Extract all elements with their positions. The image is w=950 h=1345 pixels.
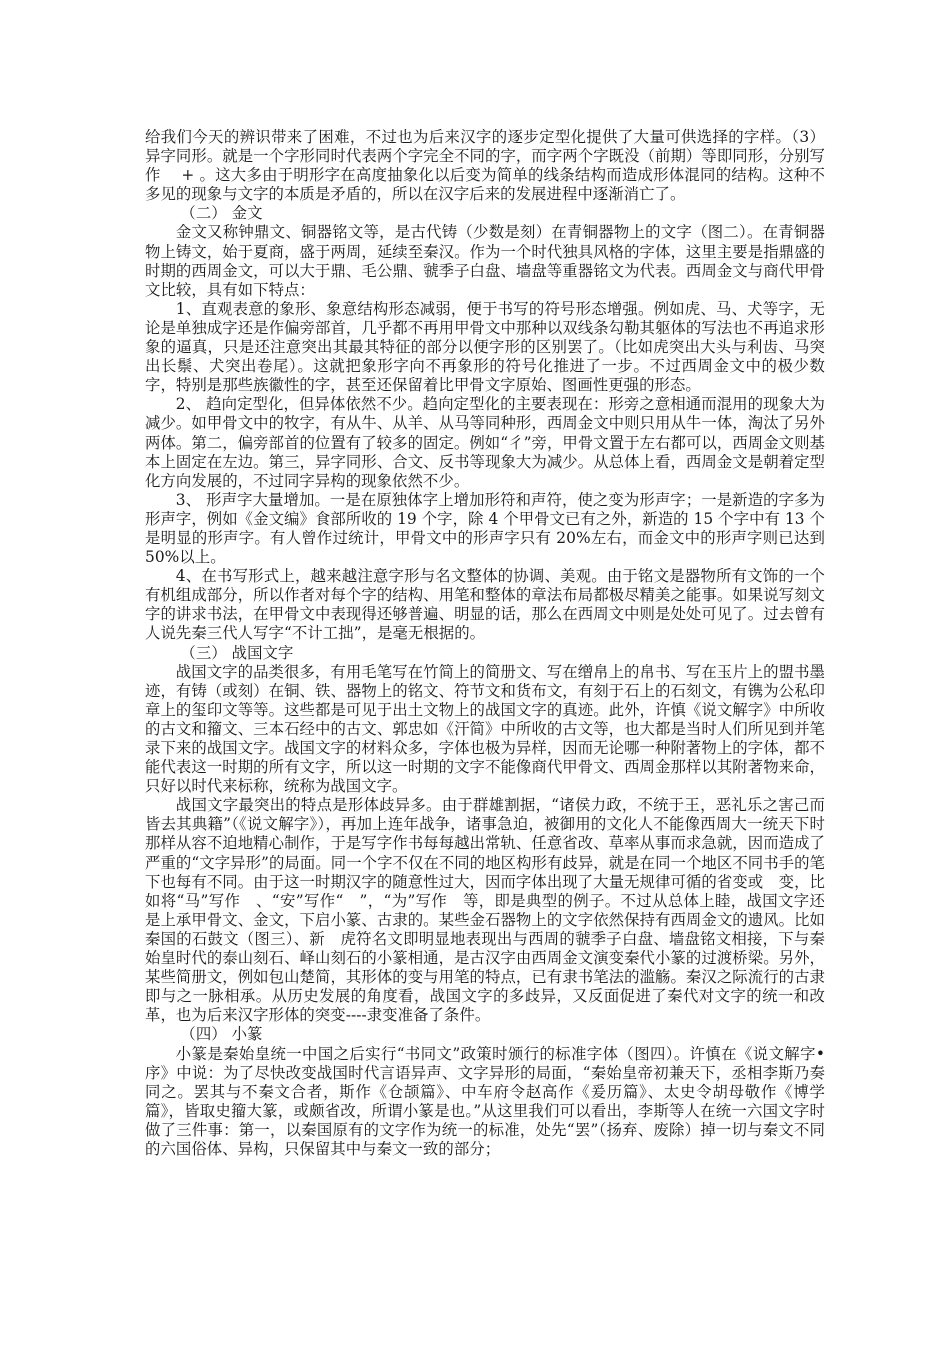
paragraph-continuation: 给我们今天的辨识带来了困难，不过也为后来汉字的逐步定型化提供了大量可供选择的字样。（3）异字同形。就是一个字形同时代表两个字完全不同的字，而字两个字既没（前期）等即同形，分别写作 + 。这大多由于明形字在高度抽象化以后变为简单的线条结构而造成形体混同的结构。这种不多见的现象与文字的本质是矛盾的，所以在汉字后来的发展进程中逐渐消亡了。	[145, 128, 825, 204]
paragraph-jinwen-point-1: 1、直观表意的象形、象意结构形态减弱，便于书写的符号形态增强。例如虎、马、犬等字，无论是单独成字还是作偏旁部首，几乎都不再用甲骨文中那种以双线条勾勒其躯体的写法也不再追求形象的逼真，只是还注意突出其最其特征的部分以便字形的区别罢了。（比如虎突出大头与利齿、马突出长鬃、犬突出卷尾）。这就把象形字向不再象形的符号化推进了一步。不过西周金文中的极少数字，特别是那些族徽性的字，甚至还保留着比甲骨文字原始、图画性更强的形态。	[145, 299, 825, 395]
paragraph-jinwen-point-3: 3、 形声字大量增加。一是在原独体字上增加形符和声符，使之变为形声字；一是新造的字多为形声字，例如《金文编》食部所收的 19 个字，除 4 个甲骨文已有之外，新造的 15 个字中有 13 个是明显的形声字。有人曾作过统计，甲骨文中的形声字只有 20%左右，而金文中的形声字则已达到 50%以上。	[145, 490, 825, 567]
paragraph-xiaozhuan-intro: 小篆是秦始皇统一中国之后实行“书同文”政策时颁行的标准字体（图四）。许慎在《说文解字•序》中说：为了尽快改变战国时代言语异声、文字异形的局面，“秦始皇帝初兼天下，丞相李斯乃奏同之。罢其与不秦文合者，斯作《仓颉篇》、中车府令赵高作《爰历篇》、太史令胡母敬作《博学篇》，皆取史籀大篆，或颇省改，所谓小篆是也。”从这里我们可以看出，李斯等人在统一六国文字时做了三件事：第一，以秦国原有的文字作为统一的标准，处先“罢”（扬弃、废除）掉一切与秦文不同的六国俗体、异构，只保留其中与秦文一致的部分；	[145, 1044, 825, 1158]
paragraph-jinwen-point-4: 4、在书写形式上，越来越注意字形与名文整体的协调、美观。由于铭文是器物所有文饰的一个有机组成部分，所以作者对每个字的结构、用笔和整体的章法布局都极尽精美之能事。如果说写刻文字的讲求书法，在甲骨文中表现得还够普遍、明显的话，那么在西周文中则是处处可见了。过去曾有人说先秦三代人写字“不计工拙”，是毫无根据的。	[145, 567, 825, 643]
section-heading-jinwen: （二） 金文	[180, 204, 263, 223]
document-page	[145, 128, 825, 1159]
paragraph-jinwen-intro: 金文又称钟鼎文、铜器铭文等，是古代铸（少数是刻）在青铜器物上的文字（图二）。在青铜器物上铸文，始于夏商，盛于两周，延续至秦汉。作为一个时代独具风格的字体，这里主要是指鼎盛的时期的西周金文，可以大于鼎、毛公鼎、虢季子白盘、墙盘等重器铭文为代表。西周金文与商代甲骨文比较，具有如下特点：	[145, 223, 825, 299]
section-heading-zhanguo: （三） 战国文字	[180, 643, 294, 662]
paragraph-zhanguo-intro: 战国文字的品类很多，有用毛笔写在竹简上的简册文、写在缯帛上的帛书、写在玉片上的盟书墨迹，有铸（或刻）在铜、铁、器物上的铭文、符节文和货布文，有刻于石上的石刻文，有镌为公私印章上的玺印文等等。这些都是可见于出土文物上的战国文字的真迹。此外，许慎《说文解字》中所收的古文和籀文、三本石经中的古文、郭忠如《汗简》中所收的古文等，也大都是当时人们所见到并笔录下来的战国文字。战国文字的材料众多，字体也极为异样，因而无论哪一种附著物上的字体，都不能代表这一时期的所有文字，所以这一时期的文字不能像商代甲骨文、西周金那样以其附著物来命，只好以时代来标称，统称为战国文字。	[145, 662, 825, 796]
section-heading-xiaozhuan: （四） 小篆	[180, 1025, 263, 1044]
paragraph-jinwen-point-2: 2、 趋向定型化，但异体依然不少。趋向定型化的主要表现在：形旁之意相通而混用的现象大为减少。如甲骨文中的牧字，有从牛、从羊、从马等同种形，西周金文中则只用从牛一体，淘汰了另外两体。第二，偏旁部首的位置有了较多的固定。例如“彳”旁，甲骨文置于左右都可以，西周金文则基本上固定在左边。第三，异字同形、合文、反书等现象大为减少。从总体上看，西周金文是朝着定型化方向发展的，不过同字异构的现象依然不少。	[145, 395, 825, 490]
paragraph-zhanguo-features: 战国文字最突出的特点是形体歧异多。由于群雄割据，“诸侯力政，不统于王，恶礼乐之害己而皆去其典籍”（《说文解字》），再加上连年战争，诸事急迫，被御用的文化人不能像西周大一统天下时那样从容不迫地精心制作，于是写字作书每每越出常轨、任意省改、草率从事而求急就，因而造成了严重的“文字异形”的局面。同一个字不仅在不同的地区构形有歧异，就是在同一个地区不同书手的笔下也每有不同。由于这一时期汉字的随意性过大，因而字体出现了大量无规律可循的省变或 变，比如将“马”写作 、“安”写作“ ”，“为”写作 等，即是典型的例子。不过从总体上睦，战国文字还是上承甲骨文、金文，下启小篆、古隶的。某些金石器物上的文字依然保持有西周金文的遗风。比如秦国的石鼓文（图三）、新 虎符名文即明显地表现出与西周的虢季子白盘、墙盘铭文相接，下与秦始皇时代的泰山刻石、峄山刻石的小篆相通，是古汉字由西周金文演变秦代小篆的过渡桥梁。另外，某些简册文，例如包山楚简，其形体的变与用笔的特点，已有隶书笔法的滥觞。秦汉之际流行的古隶即与之一脉相承。从历史发展的角度看，战国文字的多歧异，又反面促进了秦代对文字的统一和改革，也为后来汉字形体的突变----隶变准备了条件。	[145, 796, 825, 1025]
